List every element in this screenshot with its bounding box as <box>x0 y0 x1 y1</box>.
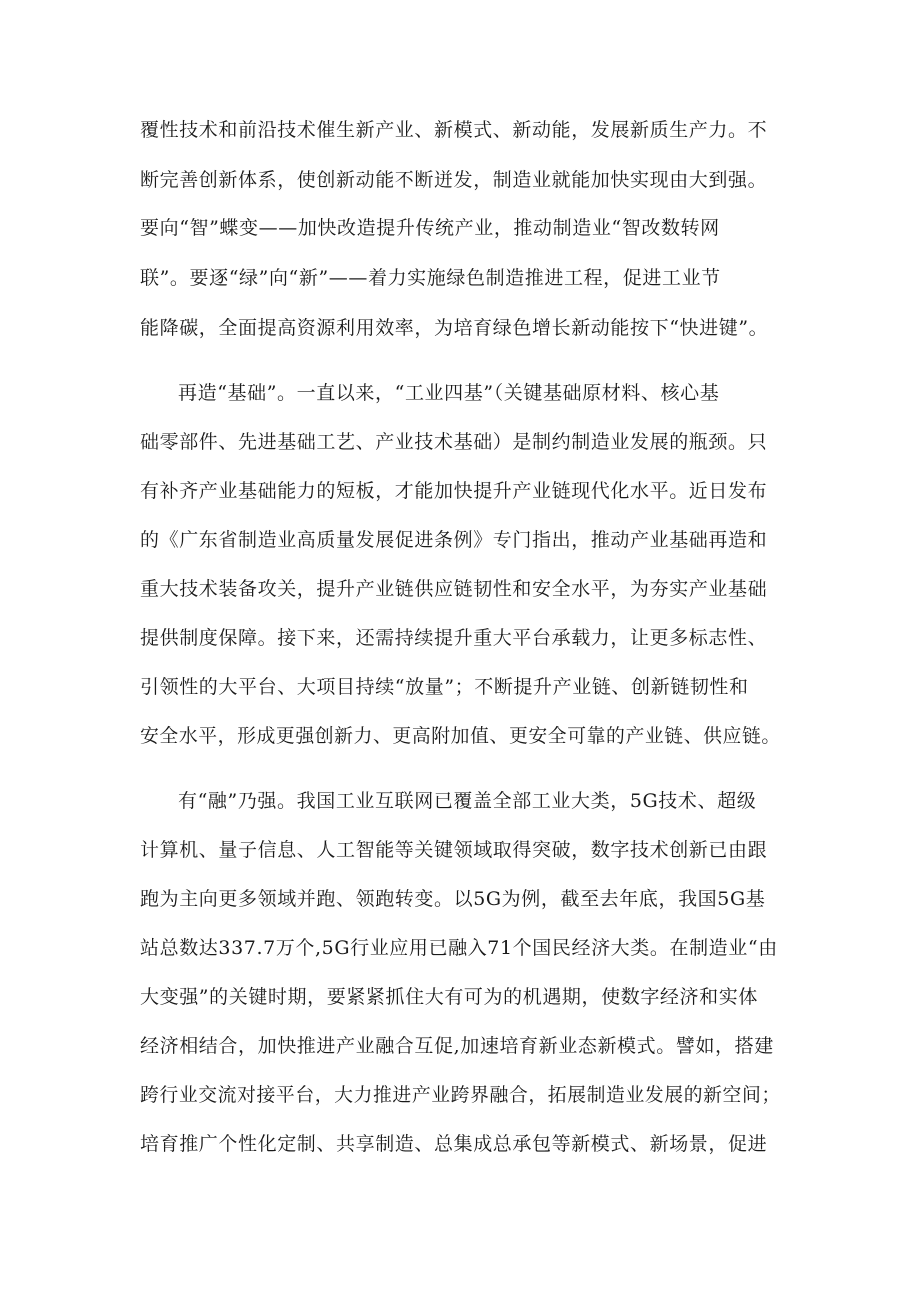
text-line: 提供制度保障。接下来，还需持续提升重大平台承载力，让更多标志性、 <box>140 627 768 649</box>
text-line: 计算机、量子信息、人工智能等关键领域取得突破，数字技术创新已由跟 <box>140 839 768 861</box>
text-line: 础零部件、先进基础工艺、产业技术基础）是制约制造业发展的瓶颈。只 <box>140 431 768 453</box>
text-line: 能降碳，全面提高资源利用效率，为培育绿色增长新动能按下“快进键”。 <box>140 317 769 339</box>
text-line: 引领性的大平台、大项目持续“放量”；不断提升产业链、创新链韧性和 <box>140 676 749 698</box>
text-line: 培育推广个性化定制、共享制造、总集成总承包等新模式、新场景，促进 <box>140 1133 768 1155</box>
text-line: 要向“智”蝶变——加快改造提升传统产业，推动制造业“智改数转网 <box>140 217 720 239</box>
text-line: 站总数达337.7万个,5G行业应用已融入71个国民经济大类。在制造业“由 <box>140 937 778 959</box>
text-line: 再造“基础”。一直以来，“工业四基”（关键基础原材料、核心基 <box>178 382 720 404</box>
text-line: 重大技术装备攻关，提升产业链供应链韧性和安全水平，为夯实产业基础 <box>140 578 768 600</box>
text-line: 跑为主向更多领域并跑、领跑转变。以5G为例，截至去年底，我国5G基 <box>140 888 766 910</box>
text-line: 有补齐产业基础能力的短板，才能加快提升产业链现代化水平。近日发布 <box>140 480 768 502</box>
text-line: 断完善创新体系，使创新动能不断迸发，制造业就能加快实现由大到强。 <box>140 169 768 191</box>
text-line: 的《广东省制造业高质量发展促进条例》专门指出，推动产业基础再造和 <box>140 529 768 551</box>
text-line: 跨行业交流对接平台，大力推进产业跨界融合，拓展制造业发展的新空间； <box>140 1084 781 1106</box>
text-line: 大变强”的关键时期，要紧紧抓住大有可为的机遇期，使数字经济和实体 <box>140 986 758 1008</box>
text-line: 有“融”乃强。我国工业互联网已覆盖全部工业大类，5G技术、超级 <box>178 790 757 812</box>
text-line: 联”。要逐“绿”向“新”——着力实施绿色制造推进工程，促进工业节 <box>140 267 721 289</box>
text-line: 经济相结合，加快推进产业融合互促,加速培育新业态新模式。譬如，搭建 <box>140 1035 774 1057</box>
text-line: 覆性技术和前沿技术催生新产业、新模式、新动能，发展新质生产力。不 <box>140 119 768 141</box>
text-line: 安全水平，形成更强创新力、更高附加值、更安全可靠的产业链、供应链。 <box>140 725 781 747</box>
